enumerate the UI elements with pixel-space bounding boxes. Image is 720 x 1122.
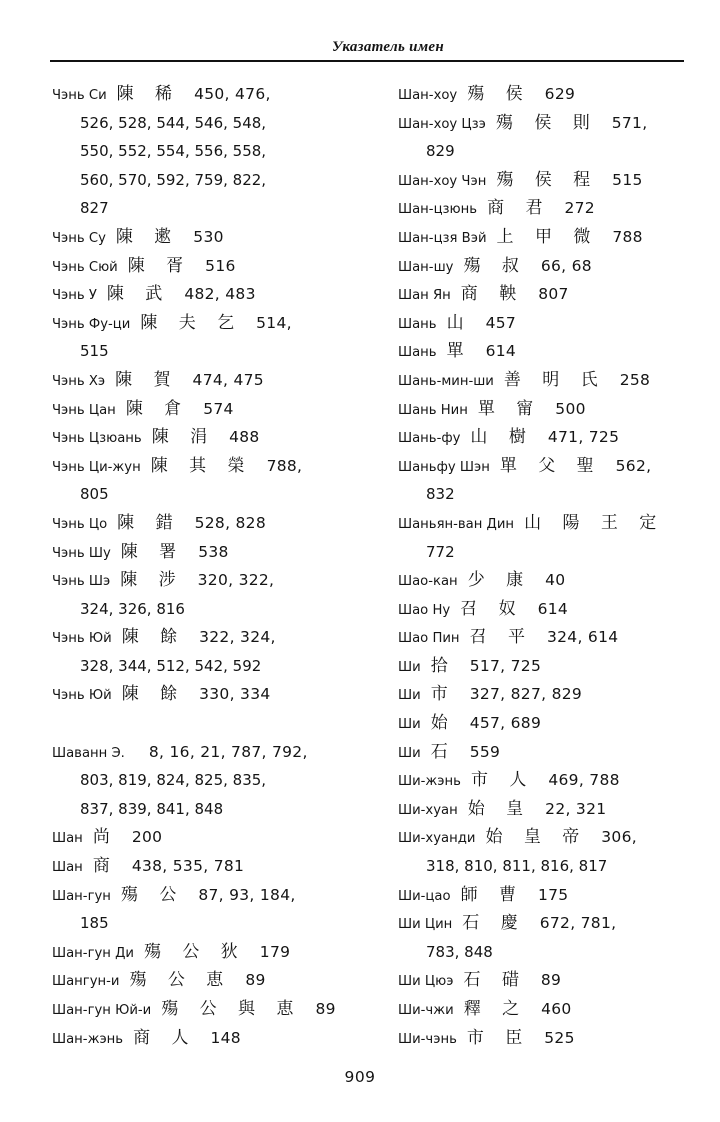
entry-name: Чэнь Цзюань: [52, 431, 142, 447]
entry-characters: 陳 餘: [121, 627, 186, 648]
entry-pages: 788,: [266, 456, 303, 475]
index-entry: [52, 309, 380, 338]
index-entry: [398, 309, 698, 338]
entry-characters: 山 陽 王 定: [524, 512, 665, 533]
index-entry: [52, 1024, 380, 1053]
entry-name: Ши: [398, 688, 421, 704]
header-title: Указатель имен: [331, 39, 444, 55]
entry-pages: 8, 16, 21, 787, 792,: [148, 742, 308, 761]
entry-pages: 460: [541, 1000, 572, 1018]
entry-characters: 善 明 氏: [503, 369, 606, 390]
entry-characters: 殤 公: [120, 884, 185, 905]
index-entry: [52, 509, 380, 538]
entry-characters: 單 甯: [477, 398, 542, 419]
entry-characters: 商: [92, 856, 118, 877]
entry-name: Шан-гун Ди: [52, 945, 134, 961]
entry-characters: 商 人: [133, 1027, 197, 1048]
entry-name: Чэнь Сюй: [52, 259, 118, 275]
entry-characters: 始 皇: [467, 798, 532, 819]
index-entry-continuation: 515: [80, 342, 109, 361]
entry-pages: 450, 476,: [194, 85, 271, 103]
entry-pages: 471, 725: [547, 428, 620, 447]
entry-pages: 89: [315, 1000, 336, 1018]
entry-pages: 562,: [615, 456, 652, 475]
entry-characters: 市 人: [470, 770, 535, 791]
entry-name: Шан-шу: [398, 259, 454, 275]
entry-name: Чэнь Ци-жун: [52, 459, 141, 475]
index-entry-continuation: 560, 570, 592, 759, 822,: [80, 170, 267, 189]
entry-characters: 釋 之: [463, 999, 528, 1019]
entry-characters: 商 君: [487, 198, 551, 219]
entry-name: Шао-кан: [398, 574, 458, 590]
entry-name: Ши: [398, 717, 421, 733]
entry-name: Чэнь Шу: [52, 545, 111, 561]
index-entry: [398, 366, 698, 395]
entry-pages: 559: [469, 742, 501, 761]
entry-characters: 單: [446, 341, 472, 362]
entry-pages: 525: [544, 1028, 575, 1047]
entry-pages: 788: [612, 227, 643, 246]
index-entry: [52, 80, 380, 109]
page-number: 909: [344, 1068, 376, 1086]
entry-pages: 528, 828: [194, 513, 267, 532]
index-entry-continuation: 185: [80, 914, 109, 933]
entry-name: Ши-жэнь: [398, 774, 461, 790]
entry-pages: 629: [544, 85, 576, 103]
index-entry: [52, 995, 380, 1024]
entry-name: Чэнь Цо: [52, 516, 108, 532]
entry-name: Шао Ну: [398, 602, 451, 618]
entry-name: Ши: [398, 745, 421, 761]
entry-characters: 殤 公 與 恵: [161, 999, 302, 1019]
entry-name: Шан-хоу Чэн: [398, 173, 487, 189]
entry-characters: 殤 公 恵: [129, 970, 232, 991]
entry-characters: 陳 其 榮: [150, 455, 253, 476]
entry-characters: 陳 餘: [121, 684, 186, 705]
entry-name: Ши-чжи: [398, 1003, 454, 1018]
index-entry: [398, 395, 698, 424]
entry-characters: 始: [430, 713, 456, 734]
entry-name: Шан-хоу Цзэ: [398, 116, 486, 132]
entry-pages: 457, 689: [469, 714, 542, 733]
entry-pages: 87, 93, 184,: [198, 885, 296, 904]
entry-pages: 807: [538, 285, 569, 304]
entry-characters: 山: [446, 312, 472, 333]
index-entry: [398, 252, 698, 281]
entry-pages: 515: [612, 170, 643, 189]
index-entry: [398, 823, 698, 852]
index-entry: [398, 595, 698, 624]
entry-characters: 陳 涉: [120, 570, 184, 591]
entry-name: Шан-цзя Вэй: [398, 230, 487, 246]
entry-name: Ши Цюэ: [398, 974, 454, 990]
entry-characters: 陳 賀: [115, 369, 179, 390]
entry-characters: 上 甲 微: [496, 226, 599, 247]
entry-name: Шан-хоу: [398, 88, 458, 103]
index-entry: [52, 623, 380, 652]
entry-characters: 殤 侯: [467, 84, 531, 104]
index-column-left: [52, 80, 380, 1052]
index-entry: [398, 738, 698, 767]
index-entry: [398, 423, 698, 452]
index-entry: [52, 452, 380, 481]
entry-characters: 召 平: [469, 627, 533, 648]
index-entry-continuation: 827: [80, 199, 109, 218]
entry-name: Чэнь Си: [52, 88, 107, 103]
entry-pages: 482, 483: [184, 285, 256, 304]
entry-name: Ши-чэнь: [398, 1031, 457, 1047]
entry-name: Шан-жэнь: [52, 1031, 124, 1047]
index-entry: [52, 423, 380, 452]
index-entry-continuation: 328, 344, 512, 542, 592: [80, 656, 262, 675]
index-entry: [398, 80, 698, 109]
entry-pages: 66, 68: [540, 256, 592, 275]
entry-pages: 272: [564, 199, 595, 218]
entry-name: Ши-цао: [398, 888, 451, 904]
entry-characters: 山 樹: [470, 427, 534, 448]
entry-pages: 571,: [611, 113, 648, 132]
entry-characters: 陳 胥: [127, 255, 192, 276]
entry-characters: 陳 涓: [151, 427, 216, 448]
entry-pages: 330, 334: [199, 685, 271, 704]
index-entry: [398, 766, 698, 795]
entry-name: Шан: [52, 860, 83, 876]
index-entry: [398, 223, 698, 252]
entry-pages: 469, 788: [548, 771, 620, 790]
entry-characters: 拾: [430, 655, 456, 676]
index-entry: [52, 966, 380, 995]
entry-name: Ши Цин: [398, 917, 453, 933]
entry-pages: 457: [485, 313, 517, 332]
entry-name: Чэнь У: [52, 288, 97, 304]
entry-pages: 148: [210, 1028, 241, 1047]
entry-characters: 市: [430, 684, 456, 705]
entry-name: Шан Ян: [398, 288, 451, 304]
entry-characters: 陳 錯: [117, 512, 181, 533]
index-entry: [398, 881, 698, 910]
index-entry: [398, 709, 698, 738]
entry-characters: 單 父 聖: [499, 455, 602, 476]
entry-name: Ши-хуан: [398, 802, 458, 818]
index-entry: [52, 252, 380, 281]
index-entry: [398, 109, 698, 138]
entry-characters: 石: [430, 741, 456, 762]
index-entry: [398, 795, 698, 824]
index-entry: [398, 1024, 698, 1053]
entry-name: Шань: [398, 345, 437, 361]
entry-name: Шан: [52, 831, 83, 847]
entry-characters: 陳 署: [120, 541, 185, 562]
entry-pages: 514,: [256, 313, 292, 332]
entry-characters: 殤 叔: [463, 255, 527, 276]
entry-characters: 尚: [92, 827, 118, 848]
entry-characters: 殤 侯 程: [496, 169, 599, 190]
entry-characters: 少 康: [467, 570, 532, 591]
index-entry: [398, 652, 698, 681]
index-entry: [398, 995, 698, 1024]
entry-name: Чэнь Юй: [52, 631, 112, 647]
entry-pages: 530: [193, 227, 224, 246]
entry-pages: 324, 614: [546, 628, 619, 647]
index-entry-continuation: 829: [426, 142, 455, 161]
index-entry: [52, 680, 380, 709]
entry-characters: 陳 夫 乞: [140, 312, 243, 333]
index-entry-continuation: 324, 326, 816: [80, 599, 185, 618]
entry-pages: 306,: [601, 828, 637, 847]
index-entry: [52, 852, 380, 881]
index-entry: [52, 823, 380, 852]
index-entry: [52, 881, 380, 910]
index-entry: [398, 680, 698, 709]
entry-characters: 石 慶: [462, 913, 526, 934]
entry-pages: 672, 781,: [539, 914, 617, 933]
entry-name: Шаванн Э.: [52, 745, 125, 761]
entry-pages: 516: [205, 256, 236, 275]
index-entry-continuation: 803, 819, 824, 825, 835,: [80, 771, 267, 790]
entry-pages: 322, 324,: [199, 628, 276, 647]
entry-name: Шан-цзюнь: [398, 202, 478, 218]
index-entry: [398, 194, 698, 223]
entry-name: Шаньян-ван Дин: [398, 516, 515, 532]
entry-characters: 商 鞅: [460, 284, 525, 305]
entry-pages: 438, 535, 781: [131, 857, 245, 876]
entry-characters: 師 曹: [460, 884, 524, 905]
index-entry: [398, 909, 698, 938]
entry-characters: 石 碏: [463, 970, 527, 991]
index-entry: [398, 280, 698, 309]
index-entry-continuation: 318, 810, 811, 816, 817: [426, 857, 608, 876]
entry-pages: 614: [485, 342, 517, 361]
entry-name: Шань Нин: [398, 402, 468, 418]
entry-name: Чэнь Юй: [52, 688, 112, 704]
index-entry: [52, 280, 380, 309]
index-entry: [52, 566, 380, 595]
entry-pages: 614: [537, 599, 569, 618]
entry-pages: 320, 322,: [197, 571, 275, 590]
running-header: [50, 36, 684, 62]
entry-name: Чэнь Хэ: [52, 373, 106, 389]
entry-name: Ши-хуанди: [398, 831, 476, 847]
index-entry: [398, 509, 698, 538]
index-entry: [398, 566, 698, 595]
index-entry: [52, 738, 380, 767]
index-entry: [398, 166, 698, 195]
index-entry: [52, 538, 380, 567]
index-entry-continuation: 837, 839, 841, 848: [80, 799, 224, 818]
entry-pages: 40: [545, 571, 566, 590]
entry-pages: 200: [131, 828, 163, 847]
entry-name: Шань-мин-ши: [398, 373, 494, 389]
entry-name: Чэнь Цан: [52, 402, 116, 418]
entry-pages: 538: [198, 542, 229, 561]
entry-name: Ши: [398, 659, 421, 675]
entry-name: Чэнь Су: [52, 230, 106, 246]
entry-pages: 574: [203, 399, 234, 418]
entry-pages: 89: [245, 971, 266, 990]
section-gap: [52, 709, 380, 738]
index-column-right: [398, 80, 698, 1052]
entry-name: Чэнь Фу-ци: [52, 316, 131, 332]
index-entry: [398, 337, 698, 366]
entry-characters: 市 臣: [466, 1027, 531, 1048]
index-entry-continuation: 832: [426, 485, 455, 504]
index-entry: [52, 395, 380, 424]
entry-name: Шаньфу Шэн: [398, 459, 490, 475]
index-entry: [52, 938, 380, 967]
entry-pages: 500: [555, 399, 586, 418]
index-entry-continuation: 550, 552, 554, 556, 558,: [80, 142, 267, 161]
entry-pages: 175: [537, 885, 569, 904]
entry-characters: 陳 武: [106, 284, 171, 305]
index-entry: [398, 452, 698, 481]
entry-name: Шан-гун: [52, 888, 111, 904]
entry-name: Шангун-и: [52, 974, 120, 990]
entry-pages: 22, 321: [545, 799, 607, 818]
index-entry: [398, 966, 698, 995]
entry-pages: 89: [540, 971, 562, 990]
entry-name: Чэнь Шэ: [52, 574, 111, 590]
entry-characters: 始 皇 帝: [485, 827, 588, 848]
entry-pages: 474, 475: [192, 370, 264, 389]
entry-name: Шан-гун Юй-и: [52, 1003, 152, 1018]
entry-characters: 陳 稀: [116, 84, 181, 104]
entry-pages: 488: [229, 428, 260, 447]
entry-name: Шао Пин: [398, 631, 460, 647]
index-entry: [52, 223, 380, 252]
index-entry-continuation: 772: [426, 542, 455, 561]
entry-pages: 258: [619, 370, 651, 389]
index-entry: [52, 366, 380, 395]
index-entry-continuation: 783, 848: [426, 942, 493, 961]
entry-characters: 殤 侯 則: [495, 112, 598, 133]
entry-pages: 179: [259, 942, 291, 961]
entry-characters: 召 奴: [460, 598, 524, 619]
entry-name: Шань-фу: [398, 431, 461, 447]
index-entry-continuation: 805: [80, 485, 109, 504]
entry-characters: 殤 公 狄: [143, 941, 246, 962]
entry-characters: 陳 遬: [115, 226, 180, 247]
entry-pages: 517, 725: [469, 656, 542, 675]
index-entry: [398, 623, 698, 652]
entry-characters: 陳 倉: [125, 398, 190, 419]
entry-name: Шань: [398, 316, 437, 332]
entry-pages: 327, 827, 829: [469, 685, 583, 704]
index-entry-continuation: 526, 528, 544, 546, 548,: [80, 113, 267, 132]
